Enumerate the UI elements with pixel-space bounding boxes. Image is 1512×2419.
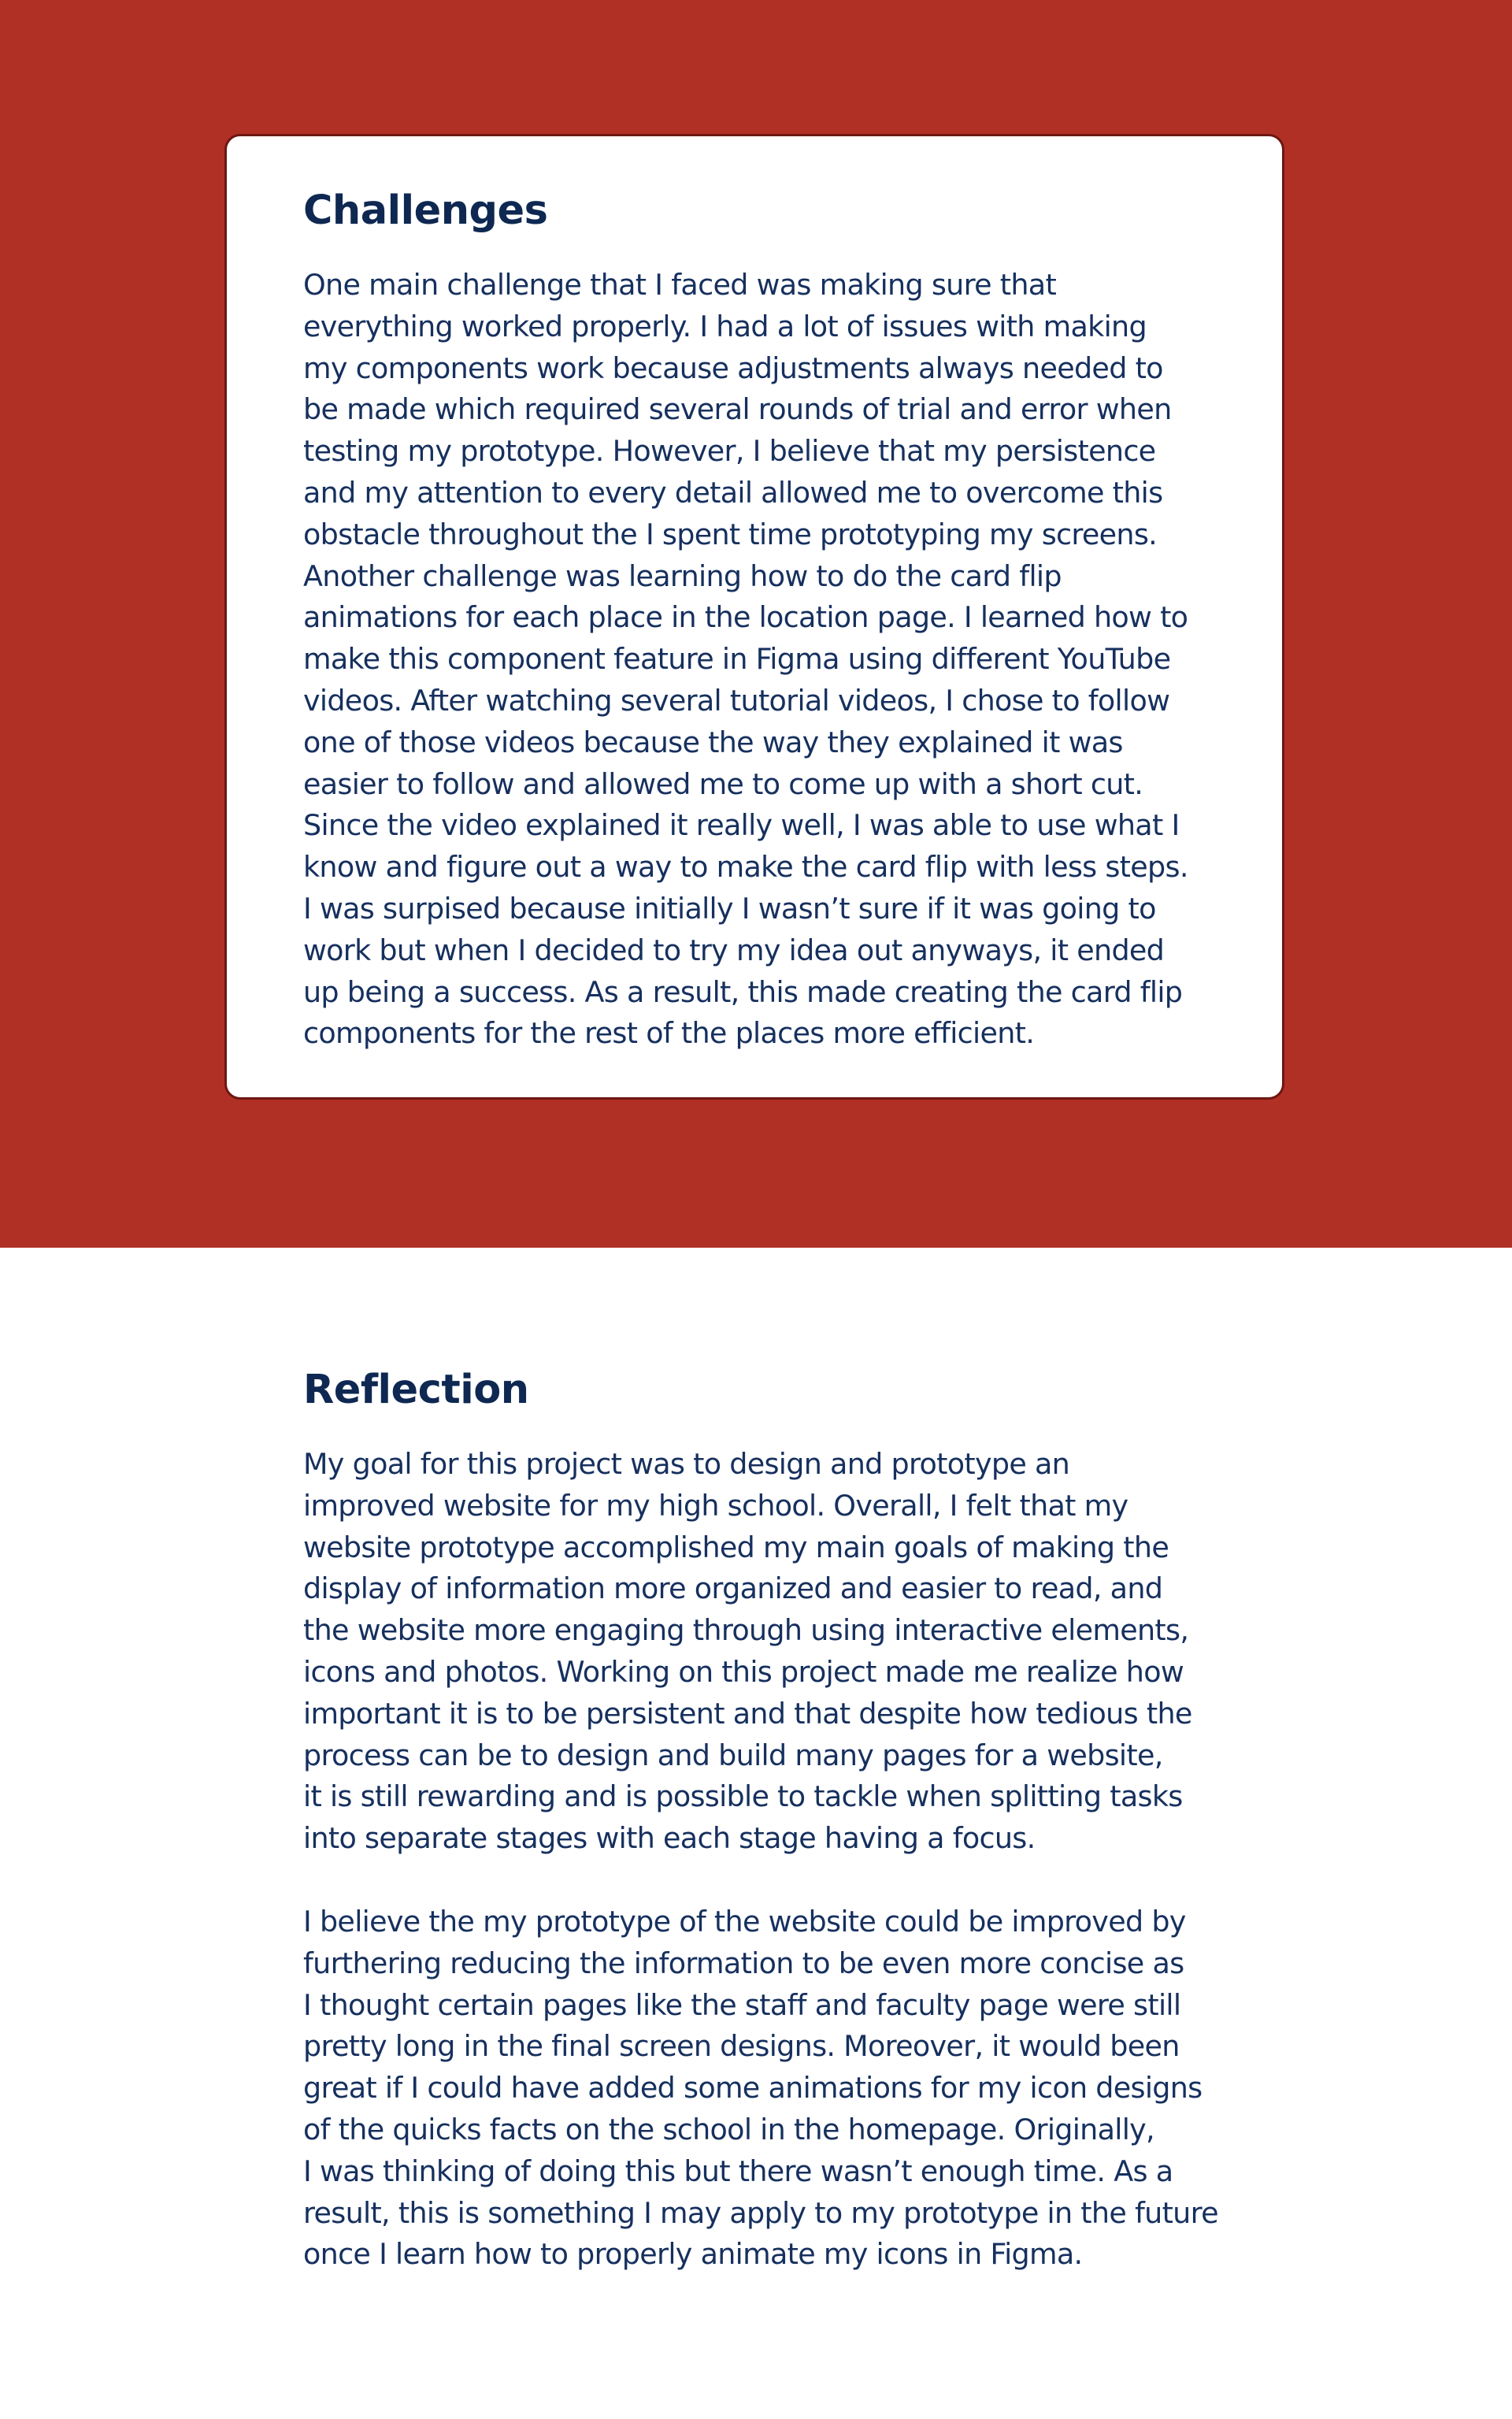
paragraph-line: website prototype accomplished my main goals of making the (303, 1530, 1169, 1564)
paragraph-line: process can be to design and build many pages for a website, (303, 1738, 1163, 1772)
paragraph-line: One main challenge that I faced was making sure that (303, 268, 1057, 302)
paragraph-line: one of those videos because the way they explained it was (303, 725, 1123, 759)
paragraph-line: make this component feature in Figma using different YouTube (303, 642, 1171, 677)
paragraph-line: icons and photos. Working on this project made me realize how (303, 1654, 1184, 1689)
paragraph-line: easier to follow and allowed me to come up with a short cut. (303, 766, 1143, 801)
paragraph-line: of the quicks facts on the school in the homepage. Originally, (303, 2112, 1154, 2146)
paragraph-line: the website more engaging through using interactive elements, (303, 1613, 1189, 1648)
paragraph-line: once I learn how to properly animate my icons in Figma. (303, 2237, 1083, 2272)
paragraph-line: work but when I decided to try my idea out anyways, it ended (303, 933, 1165, 967)
reflection-paragraph-2 (303, 1901, 1218, 2276)
paragraph-line: important it is to be persistent and that despite how tedious the (303, 1696, 1192, 1731)
paragraph-line: I believe the my prototype of the website could be improved by (303, 1905, 1186, 1939)
paragraph-line: and my attention to every detail allowed me to overcome this (303, 475, 1163, 510)
paragraph-line: improved website for my high school. Overall, I felt that my (303, 1488, 1128, 1523)
paragraph-line: into separate stages with each stage having a focus. (303, 1821, 1036, 1856)
paragraph-line: my components work because adjustments always needed to (303, 351, 1163, 385)
paragraph-line: My goal for this project was to design and prototype an (303, 1447, 1070, 1481)
paragraph-line: pretty long in the final screen designs. Moreover, it would been (303, 2029, 1180, 2064)
challenges-paragraph (303, 265, 1188, 1055)
paragraph-line: furthering reducing the information to be even more concise as (303, 1946, 1184, 1980)
paragraph-line: great if I could have added some animations for my icon designs (303, 2071, 1203, 2105)
paragraph-line: obstacle throughout the I spent time prototyping my screens. (303, 517, 1158, 551)
reflection-paragraph-1 (303, 1444, 1192, 1860)
paragraph-line: Since the video explained it really well, I was able to use what I (303, 808, 1180, 843)
challenges-heading: Challenges (303, 187, 548, 234)
paragraph-line: I was thinking of doing this but there wasn’t enough time. As a (303, 2154, 1173, 2188)
paragraph-line: know and figure out a way to make the card flip with less steps. (303, 850, 1188, 885)
paragraph-line: Another challenge was learning how to do the card flip (303, 558, 1062, 593)
paragraph-line: everything worked properly. I had a lot of issues with making (303, 309, 1147, 343)
reflection-heading: Reflection (303, 1367, 529, 1413)
paragraph-line: it is still rewarding and is possible to tackle when splitting tasks (303, 1779, 1183, 1814)
paragraph-line: components for the rest of the places more efficient. (303, 1016, 1035, 1051)
paragraph-line: display of information more organized and easier to read, and (303, 1571, 1163, 1606)
paragraph-line: testing my prototype. However, I believe that my persistence (303, 434, 1156, 469)
paragraph-line: animations for each place in the location page. I learned how to (303, 600, 1188, 635)
paragraph-line: I was surpised because initially I wasn’t sure if it was going to (303, 891, 1156, 926)
paragraph-line: up being a success. As a result, this made creating the card flip (303, 974, 1183, 1009)
paragraph-line: be made which required several rounds of trial and error when (303, 392, 1172, 427)
paragraph-line: result, this is something I may apply to my prototype in the future (303, 2195, 1218, 2230)
paragraph-line: videos. After watching several tutorial videos, I chose to follow (303, 683, 1170, 718)
paragraph-line: I thought certain pages like the staff and faculty page were still (303, 1987, 1181, 2022)
